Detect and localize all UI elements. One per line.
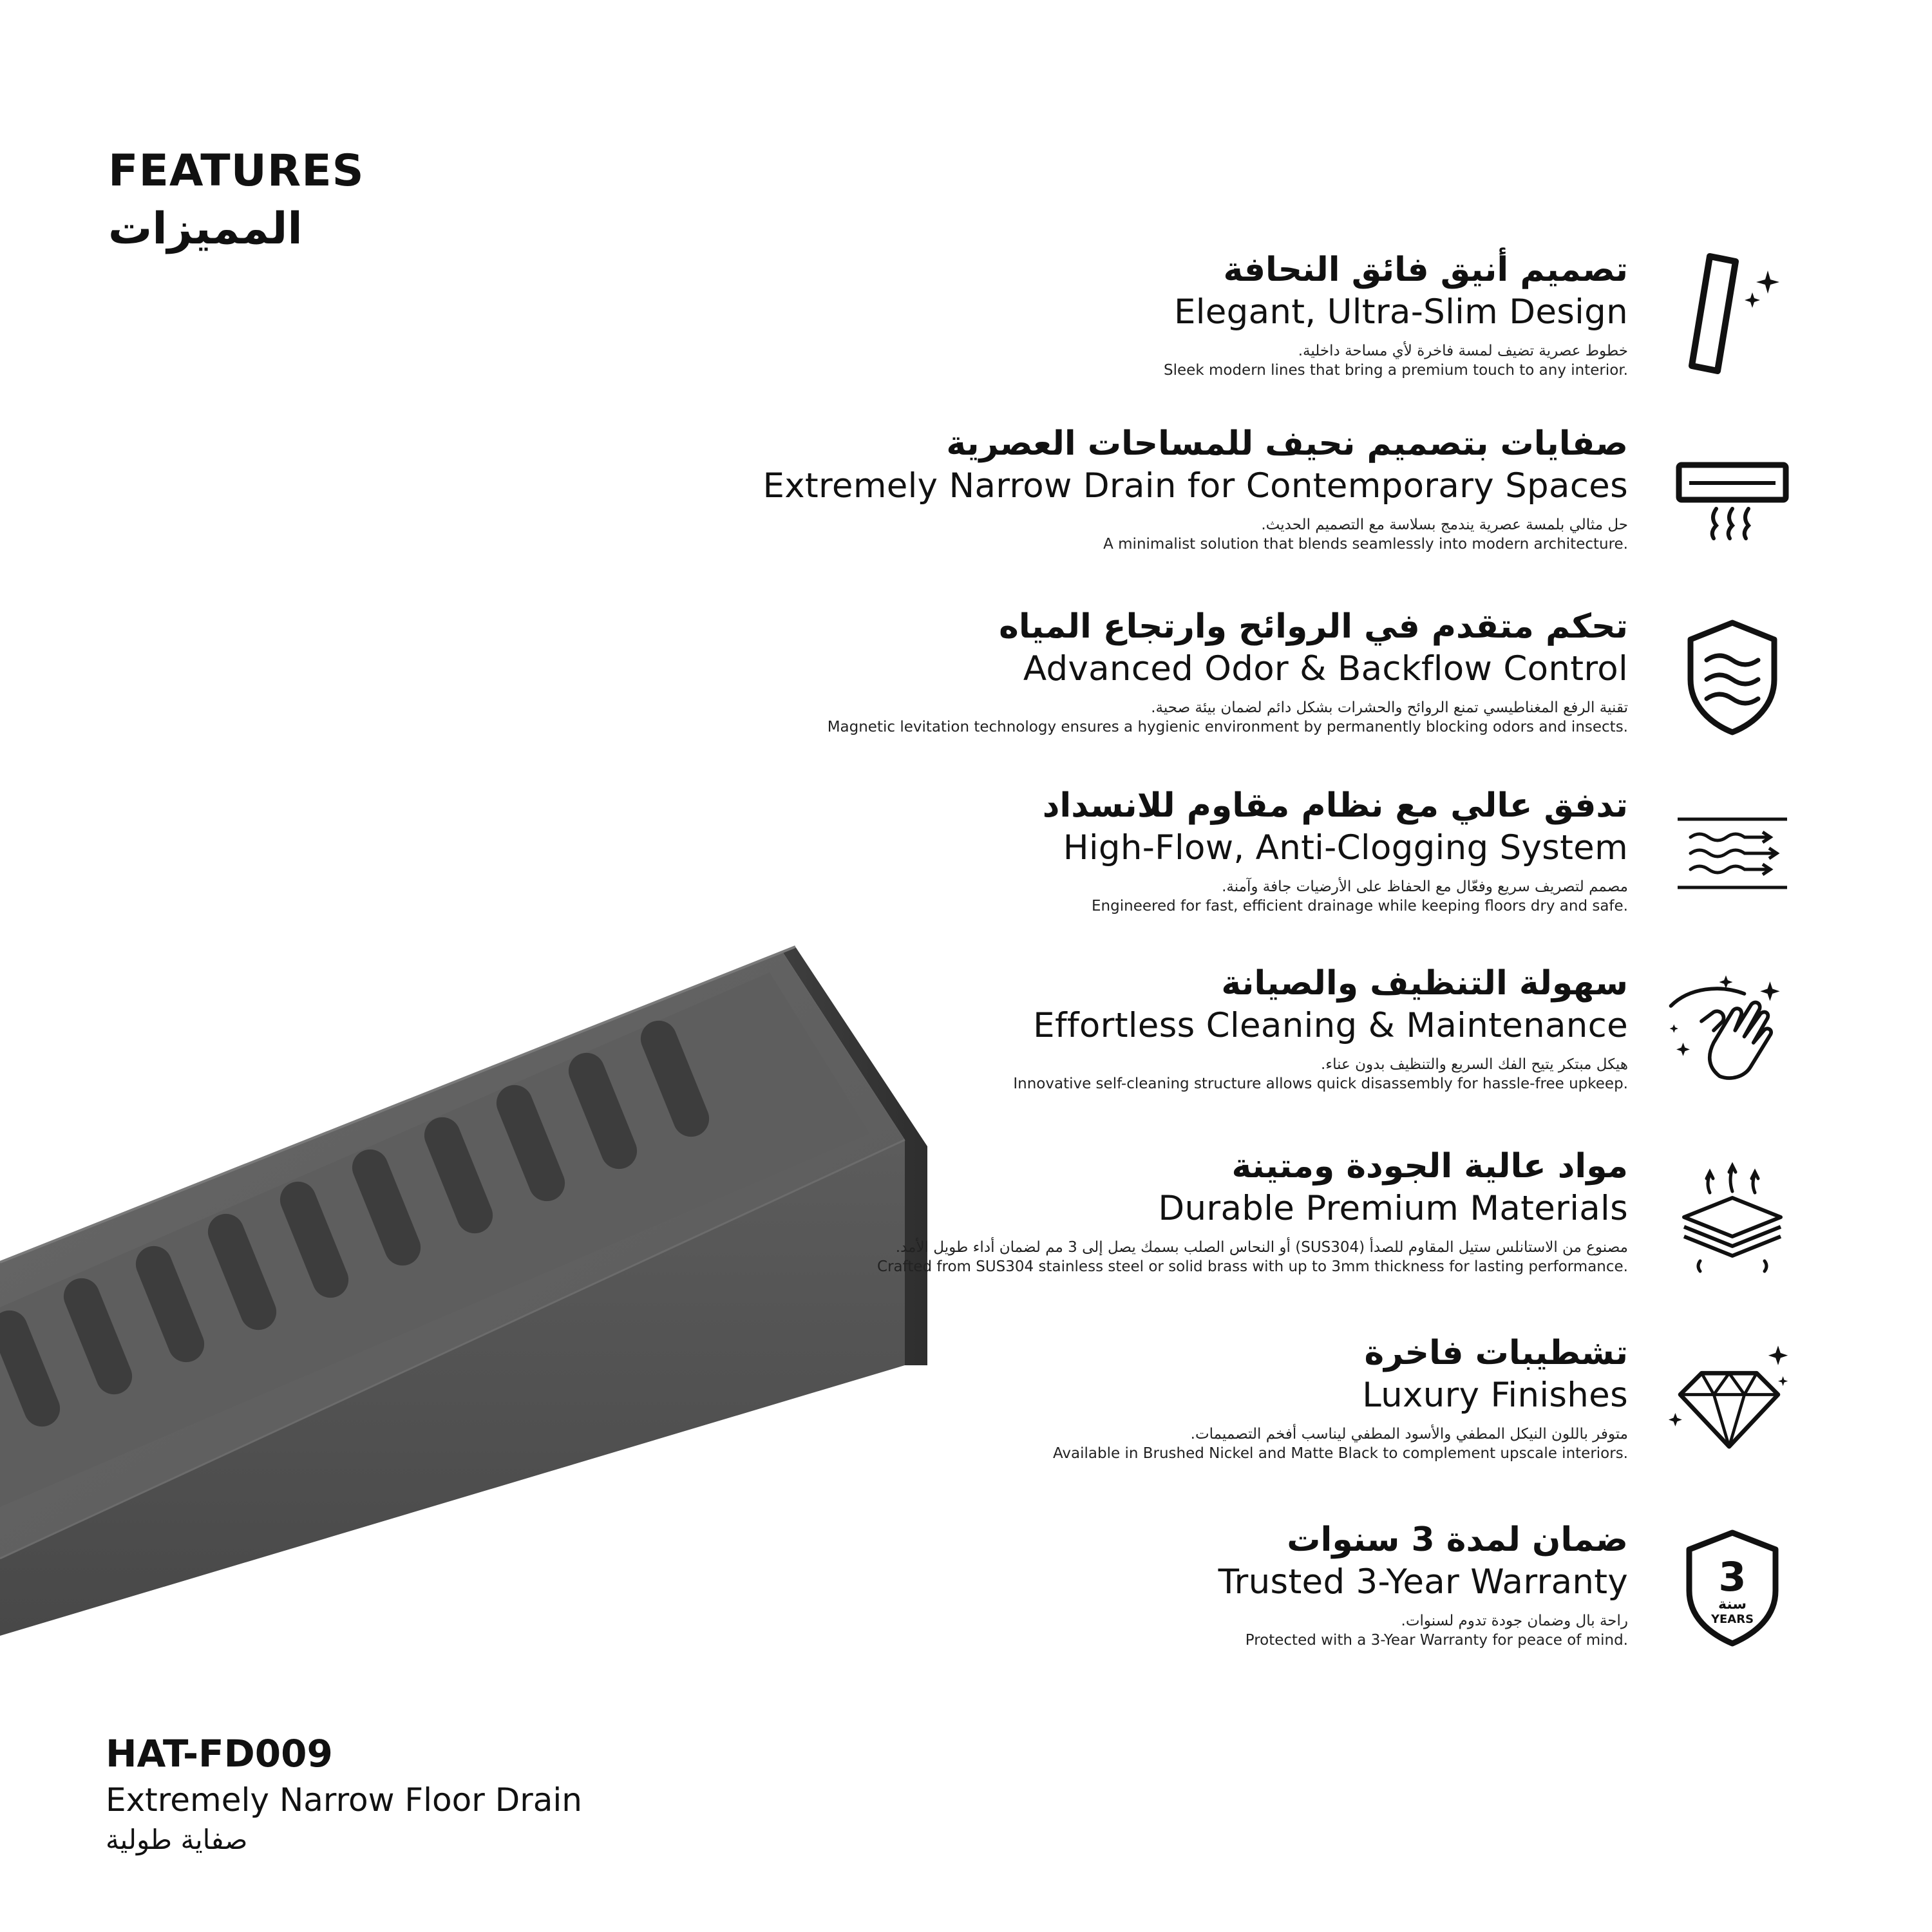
- feature-title: Luxury Finishes: [1362, 1376, 1628, 1415]
- product-name-arabic: صفاية طولية: [106, 1824, 248, 1855]
- feature-title-arabic: مواد عالية الجودة ومتينة: [1231, 1147, 1628, 1186]
- feature-title: Advanced Odor & Backflow Control: [1023, 649, 1628, 688]
- feature-item: [404, 607, 1628, 737]
- product-code: HAT-FD009: [106, 1732, 333, 1776]
- narrow-drain-icon: [1671, 438, 1794, 560]
- feature-title: Extremely Narrow Drain for Contemporary Spaces: [762, 466, 1628, 506]
- wiping-hand-icon: [1665, 969, 1787, 1092]
- shield-waves-icon: [1671, 615, 1794, 737]
- flow-arrows-icon: [1671, 792, 1794, 914]
- feature-title-arabic: ضمان لمدة 3 سنوات: [1287, 1520, 1628, 1559]
- warranty-number: 3: [1718, 1553, 1747, 1600]
- page-title-arabic: المميزات: [108, 204, 303, 254]
- feature-title-arabic: صفايات بتصميم نحيف للمساحات العصرية: [946, 424, 1628, 463]
- feature-description-arabic: مصنوع من الاستانلس ستيل المقاوم للصدأ (SUS304) أو النحاس الصلب بسمك يصل إلى 3 مم لضمان أداء طويل الأمد.: [895, 1239, 1628, 1256]
- feature-item: [404, 250, 1628, 380]
- diamond-icon: [1668, 1340, 1790, 1462]
- warranty-unit: YEARS: [1710, 1613, 1754, 1626]
- feature-description: Magnetic levitation technology ensures a hygienic environment by permanently blocking odors and insects.: [827, 719, 1628, 735]
- feature-title-arabic: تصميم أنيق فائق النحافة: [1223, 251, 1628, 289]
- feature-description-arabic: خطوط عصرية تضيف لمسة فاخرة لأي مساحة داخلية.: [1298, 343, 1628, 359]
- feature-description-arabic: متوفر باللون النيكل المطفي والأسود المطفي ليناسب أفخم التصميمات.: [1190, 1426, 1628, 1443]
- feature-description: Crafted from SUS304 stainless steel or solid brass with up to 3mm thickness for lasting performance.: [877, 1258, 1628, 1275]
- warranty-badge-icon: [1671, 1526, 1794, 1649]
- feature-description-arabic: تقنية الرفع المغناطيسي تمنع الروائح والحشرات بشكل دائم لضمان بيئة صحية.: [1151, 699, 1628, 716]
- feature-description: A minimalist solution that blends seamlessly into modern architecture.: [1103, 536, 1628, 553]
- feature-description: Protected with a 3-Year Warranty for peace of mind.: [1245, 1632, 1628, 1649]
- feature-description-arabic: هيكل مبتكر يتيح الفك السريع والتنظيف بدون عناء.: [1320, 1056, 1628, 1073]
- feature-title: Effortless Cleaning & Maintenance: [1033, 1006, 1628, 1045]
- feature-title: Trusted 3-Year Warranty: [1218, 1562, 1628, 1602]
- feature-title-arabic: تدفق عالي مع نظام مقاوم للانسداد: [1042, 786, 1628, 825]
- feature-description-arabic: حل مثالي بلمسة عصرية يندمج بسلاسة مع التصميم الحديث.: [1261, 516, 1628, 533]
- feature-title-arabic: سهولة التنظيف والصيانة: [1221, 964, 1628, 1003]
- feature-title: Elegant, Ultra-Slim Design: [1173, 292, 1628, 332]
- feature-description: Sleek modern lines that bring a premium touch to any interior.: [1164, 362, 1628, 379]
- feature-item: [404, 1520, 1628, 1650]
- feature-item: [404, 424, 1628, 554]
- feature-item: [404, 963, 1628, 1094]
- feature-title: Durable Premium Materials: [1158, 1189, 1628, 1228]
- feature-item: [404, 786, 1628, 916]
- feature-title-arabic: تشطيبات فاخرة: [1364, 1334, 1628, 1372]
- product-name: Extremely Narrow Floor Drain: [106, 1781, 582, 1819]
- feature-description: Available in Brushed Nickel and Matte Black to complement upscale interiors.: [1053, 1445, 1628, 1462]
- feature-title-arabic: تحكم متقدم في الروائح وارتجاع المياه: [999, 607, 1628, 646]
- feature-description: Innovative self-cleaning structure allows quick disassembly for hassle-free upkeep.: [1013, 1075, 1628, 1092]
- feature-title: High-Flow, Anti-Clogging System: [1063, 828, 1628, 867]
- slim-bar-sparkle-icon: [1671, 251, 1794, 374]
- page-title: FEATURES: [108, 146, 365, 196]
- feature-item: [404, 1333, 1628, 1463]
- feature-item: [404, 1146, 1628, 1276]
- feature-description: Engineered for fast, efficient drainage while keeping floors dry and safe.: [1092, 898, 1628, 914]
- feature-description-arabic: راحة بال وضمان جودة تدوم لسنوات.: [1401, 1613, 1628, 1629]
- layers-icon: [1671, 1153, 1794, 1275]
- warranty-unit-arabic: سنة: [1718, 1596, 1747, 1613]
- feature-description-arabic: مصمم لتصريف سريع وفعّال مع الحفاظ على الأرضيات جافة وآمنة.: [1222, 878, 1628, 895]
